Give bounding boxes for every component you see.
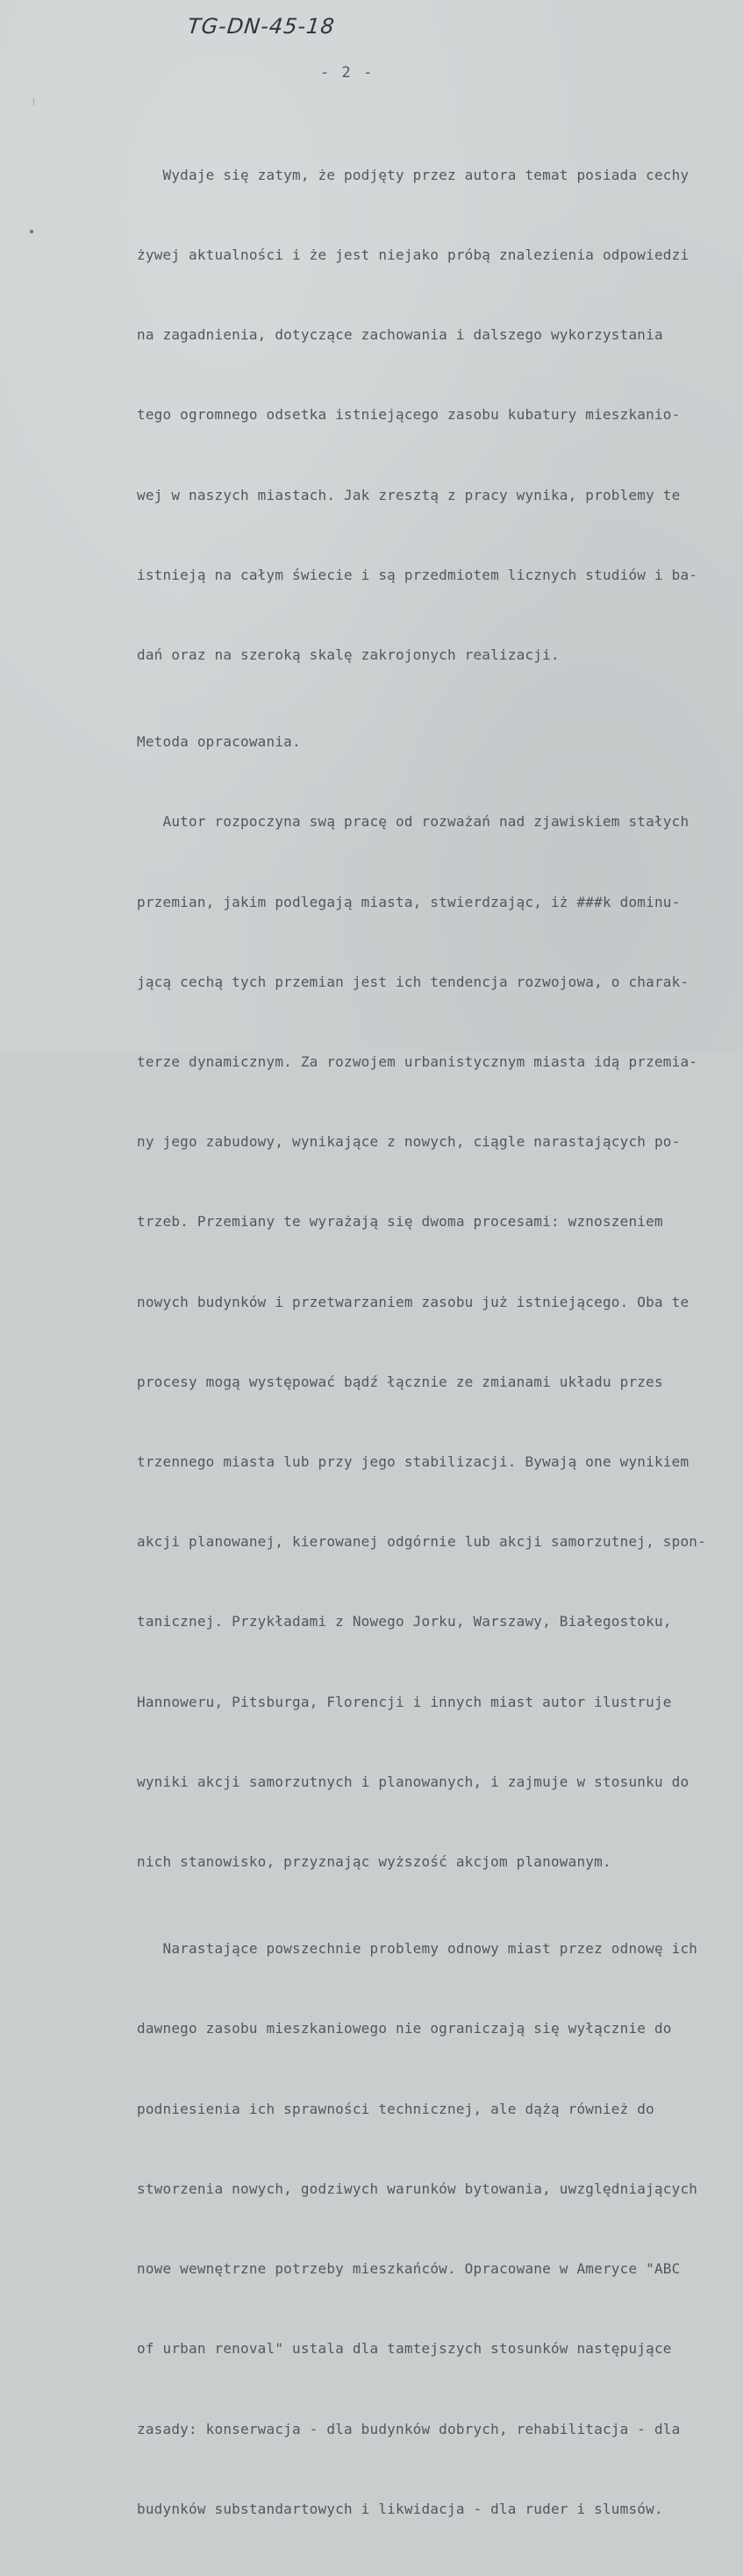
text-line: istnieją na całym świecie i są przedmiotem licznych studiów i ba-	[137, 566, 698, 583]
text-line: ny jego zabudowy, wynikające z nowych, ciągle narastających po-	[137, 1133, 681, 1151]
text-line: Autor rozpoczyna swą pracę od rozważań nad zjawiskiem stałych	[137, 813, 689, 831]
text-line: zasady: konserwacja - dla budynków dobrych, rehabilitacja - dla	[137, 2420, 681, 2437]
archive-reference: TG-DN-45-18	[186, 14, 337, 39]
margin-mark	[33, 98, 34, 105]
text-line: wej w naszych miastach. Jak zresztą z pracy wynika, problemy te	[137, 486, 681, 503]
text-line: budynków substandartowych i likwidacja - dla ruder i slumsów.	[137, 2500, 663, 2517]
text-line: procesy mogą występować bądź łącznie ze zmianami układu przes	[137, 1373, 663, 1390]
text-line: of urban renoval" ustala dla tamtejszych stosunków następujące	[137, 2340, 672, 2358]
text-line: stworzenia nowych, godziwych warunków bytowania, uwzględniających	[137, 2180, 698, 2197]
text-line: nich stanowisko, przyznając wyższość akcjom planowanym.	[137, 1853, 611, 1871]
text-line: jącą cechą tych przemian jest ich tendencja rozwojowa, o charak-	[137, 973, 689, 990]
text-line: terze dynamicznym. Za rozwojem urbanistycznym miasta idą przemia-	[137, 1053, 698, 1071]
text-line: dawnego zasobu mieszkaniowego nie ograniczają się wyłącznie do	[137, 2020, 672, 2037]
text-line: nowe wewnętrzne potrzeby mieszkańców. Opracowane w Ameryce "ABC	[137, 2260, 681, 2278]
section-heading: Metoda opracowania.	[137, 733, 301, 751]
text-line: akcji planowanej, kierowanej odgórnie lub akcji samorzutnej, spon-	[137, 1533, 706, 1551]
text-line: na zagadnienia, dotyczące zachowania i dalszego wykorzystania	[137, 326, 663, 344]
punch-mark	[30, 230, 33, 233]
text-line: wyniki akcji samorzutnych i planowanych, i zajmuje w stosunku do	[137, 1773, 689, 1790]
text-line: tego ogromnego odsetka istniejącego zasobu kubatury mieszkanio-	[137, 406, 681, 424]
text-line: tanicznej. Przykładami z Nowego Jorku, Warszawy, Białegostoku,	[137, 1613, 672, 1631]
page-number: - 2 -	[320, 64, 375, 82]
text-line: przemian, jakim podlegają miasta, stwierdzając, iż ###k dominu-	[137, 893, 681, 910]
text-line: Narastające powszechnie problemy odnowy miast przez odnowę ich	[137, 1940, 698, 1958]
text-line: podniesienia ich sprawności technicznej, ale dążą również do	[137, 2100, 654, 2117]
text-line: nowych budynków i przetwarzaniem zasobu już istniejącego. Oba te	[137, 1293, 689, 1310]
text-line: Wydaje się zatym, że podjęty przez autora temat posiada cechy	[137, 166, 689, 183]
text-line: dań oraz na szeroką skalę zakrojonych realizacji.	[137, 646, 560, 664]
text-line: trzeb. Przemiany te wyrażają się dwoma procesami: wznoszeniem	[137, 1213, 663, 1231]
body-text	[137, 109, 742, 2576]
text-line: Hannoweru, Pitsburga, Florencji i innych miast autor ilustruje	[137, 1693, 672, 1710]
text-line: trzennego miasta lub przy jego stabilizacji. Bywają one wynikiem	[137, 1453, 689, 1471]
text-line: żywej aktualności i że jest niejako próbą znalezienia odpowiedzi	[137, 246, 689, 264]
